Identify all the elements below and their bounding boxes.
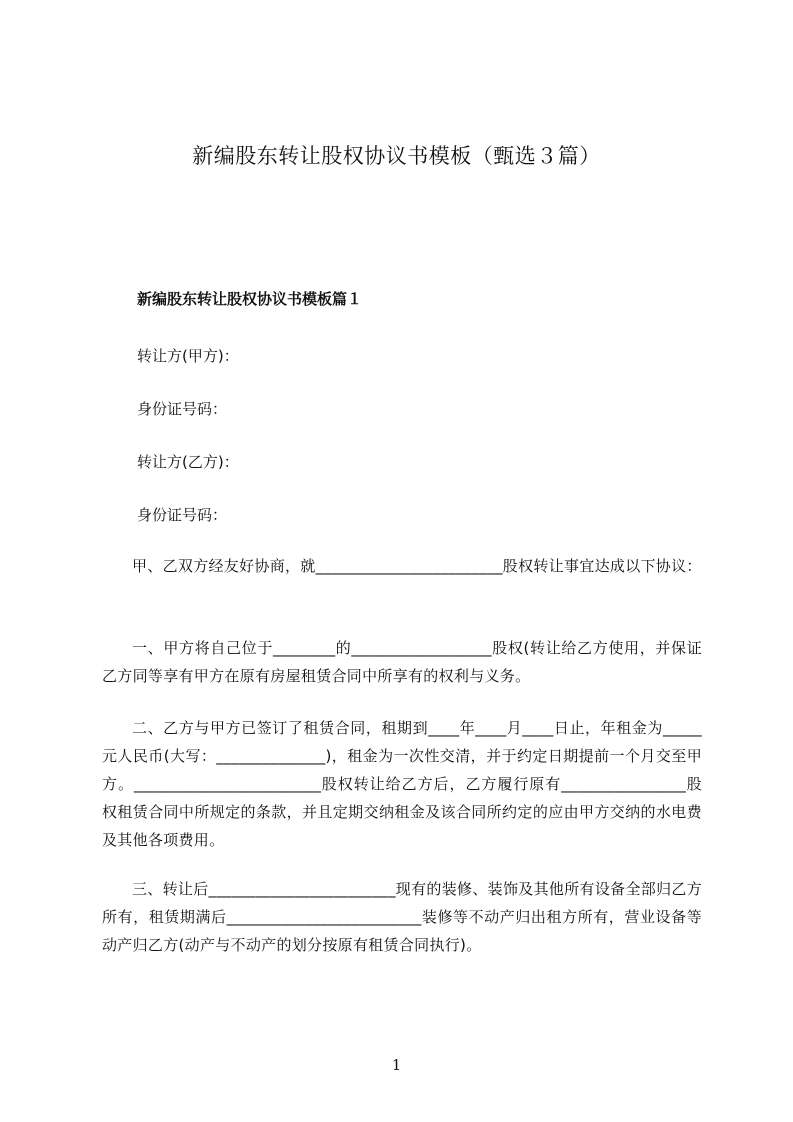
field-id-number-b: 身份证号码： (137, 506, 228, 524)
paragraph-clause-1: 一、甲方将自己位于________的__________________股权(转让给乙方使用，并保证乙方同等享有甲方在原有房屋租赁合同中所享有的权利与义务。 (102, 639, 702, 685)
page-number: 1 (391, 1056, 402, 1074)
field-id-number-a: 身份证号码： (137, 400, 228, 418)
field-transferor-b: 转让方(乙方)： (137, 453, 239, 471)
document-title: 新编股东转让股权协议书模板（甄选３篇） (192, 144, 601, 168)
section-heading: 新编股东转让股权协议书模板篇１ (137, 290, 363, 308)
paragraph-intro: 甲、乙双方经友好协商，就________________________股权转让事宜达成以下协议： (132, 557, 702, 575)
paragraph-clause-3: 三、转让后________________________现有的装修、装饰及其他所有设备全部归乙方所有，租赁期满后_________________________装修等不动产归出租方所有，营业设备等动产归乙方(动产与不动产的划分按原有租赁合同执行)。 (102, 880, 702, 954)
field-transferor-a: 转让方(甲方)： (137, 347, 239, 365)
paragraph-clause-2: 二、乙方与甲方已签订了租赁合同，租期到____年____月____日止，年租金为_____元人民币(大写：______________)，租金为一次性交清，并于约定日期提前一个月交至甲方。________________________股权转让给乙方后，乙方履行原有________________股权租赁合同中所规定的条款，并且定期交纳租金及该合同所约定的应由甲方交纳的水电费及其他各项费用。 (102, 719, 702, 849)
